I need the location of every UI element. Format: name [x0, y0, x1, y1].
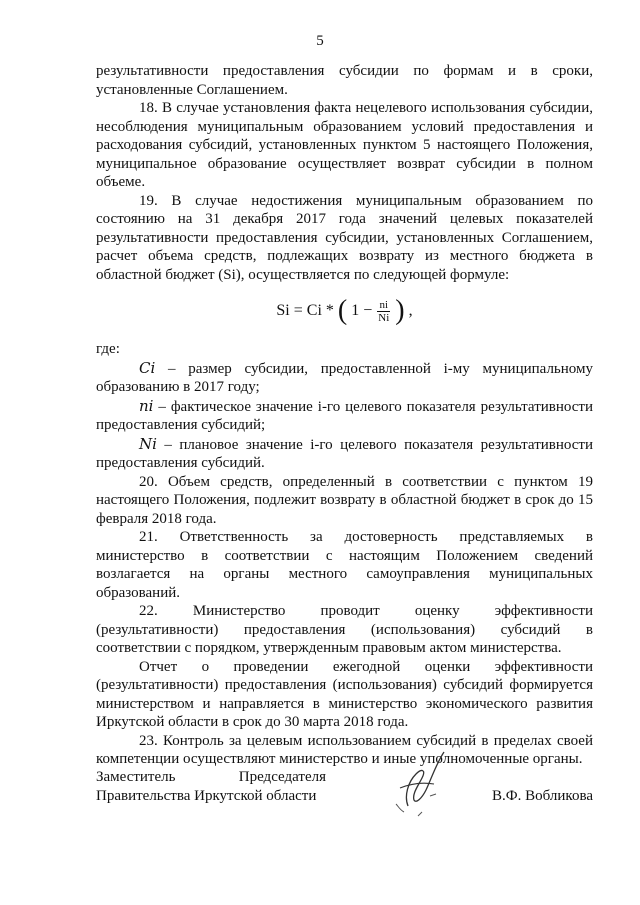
- formula: [96, 294, 593, 328]
- paragraph-22-report: Отчет о проведении ежегодной оценки эффективности (результативности) предоставления (использования) субсидий формируется министерством и направляется в министерство экономического развития Иркутской области в срок до 30 марта 2018 года.: [96, 658, 593, 730]
- formula-paren-open: (: [337, 295, 348, 326]
- paragraph-21: 21. Ответственность за достоверность представляемых в министерство в соответствии с настоящим Положением сведений возлагается на органы местного самоуправления муниципальных образований.: [96, 529, 593, 601]
- var-c: Ci: [139, 358, 156, 377]
- paragraph-continuation: результативности предоставления субсидии по формам и в сроки, установленные Соглашением.: [96, 63, 593, 98]
- definition-c: [96, 359, 593, 397]
- document-body: [96, 62, 593, 769]
- where-label: где:: [96, 341, 120, 357]
- formula-denominator: Ni: [378, 311, 390, 324]
- signatory-title-line2: Правительства Иркутской области: [96, 788, 317, 804]
- var-n-actual: ni: [139, 396, 154, 415]
- var-n-planned: Ni: [139, 434, 157, 453]
- formula-tail: ,: [408, 301, 413, 319]
- signatory-name: В.Ф. Вобликова: [492, 788, 593, 804]
- paragraph-19: 19. В случае недостижения муниципальным образованием по состоянию на 31 декабря 2017 года значений целевых показателей результативности предоставления субсидии, установленных Соглашением, расчет объема средств, подлежащих возврату из местного бюджета в областной бюджет (Si), осуществляется по следующей формуле:: [96, 192, 593, 283]
- definition-c-text: – размер субсидии, предоставленной i-му муниципальному образованию в 2017 году;: [96, 360, 593, 395]
- formula-one-minus: 1 −: [351, 301, 373, 319]
- formula-paren-close: ): [395, 295, 405, 326]
- paragraph-23: 23. Контроль за целевым использованием субсидий в пределах своей компетенции осуществляют министерство и иные уполномоченные органы.: [96, 732, 593, 767]
- paragraph-20: 20. Объем средств, определенный в соответствии с пунктом 19 настоящего Положения, подлежит возврату в областной бюджет в срок до 15 февраля 2018 года.: [96, 473, 593, 527]
- formula-fraction: [376, 299, 391, 324]
- definition-n-actual-text: – фактическое значение i-го целевого показателя результативности предоставления субсидий;: [96, 398, 593, 433]
- definition-n-planned: [96, 435, 593, 473]
- signatory-title: [96, 768, 326, 806]
- formula-lhs: Si = Ci *: [276, 301, 334, 319]
- definition-n-actual: [96, 397, 593, 435]
- definition-n-planned-text: – плановое значение i-го целевого показателя результативности предоставления субсидий.: [96, 436, 593, 471]
- handwritten-signature: [378, 744, 458, 824]
- paragraph-22: 22. Министерство проводит оценку эффективности (результативности) предоставления (использования) субсидий в соответствии с порядком, утвержденным правовым актом министерства.: [96, 603, 593, 656]
- signatory-title-word2: Председателя: [238, 769, 326, 785]
- formula-numerator: ni: [379, 298, 389, 311]
- page-number: 5: [316, 33, 324, 49]
- signatory-title-word1: Заместитель: [96, 769, 176, 785]
- paragraph-18: 18. В случае установления факта нецелевого использования субсидии, несоблюдения муниципальным образованием условий предоставления и расходования субсидий, установленных пунктом 5 настоящего Положения, муниципальное образование осуществляет возврат субсидии в полном объеме.: [96, 100, 593, 190]
